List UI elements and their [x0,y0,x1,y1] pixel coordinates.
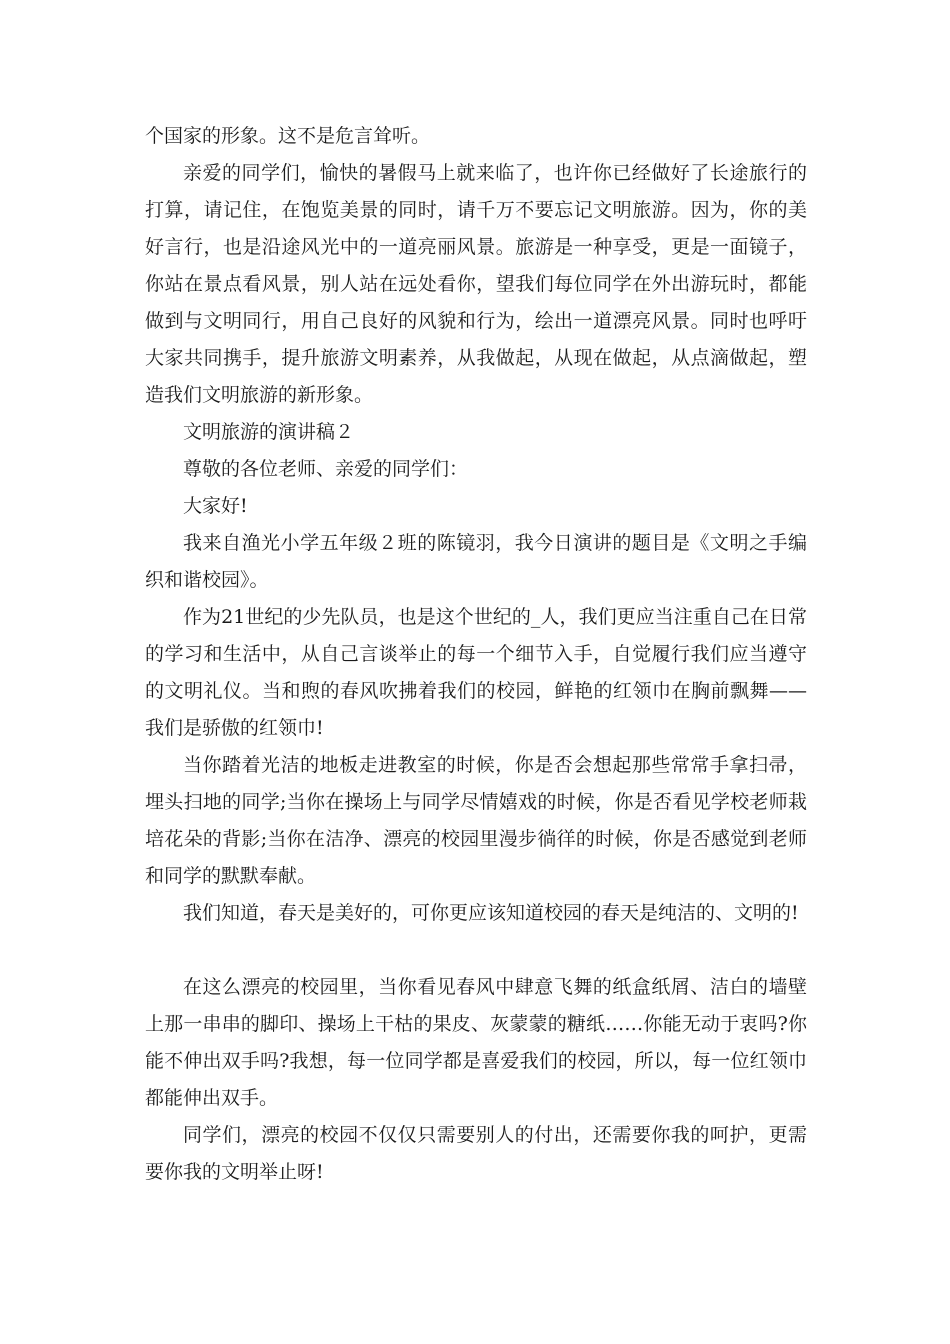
paragraph-intro: 我来自渔光小学五年级２班的陈镜羽，我今日演讲的题目是《文明之手编织和谐校园》。 [145,532,807,591]
paragraph-continuation: 个国家的形象。这不是危言耸听。 [145,125,431,147]
paragraph-gap [145,932,807,969]
document-body [145,118,807,1191]
paragraph-closing: 同学们，漂亮的校园不仅仅只需要别人的付出，还需要你我的呵护，更需要你我的文明举止呀! [145,1124,807,1183]
paragraph-reflection: 当你踏着光洁的地板走进教室的时候，你是否会想起那些常常手拿扫帚，埋头扫地的同学;当你在操场上与同学尽情嬉戏的时候，你是否看见学校老师栽培花朵的背影;当你在洁净、漂亮的校园里漫步徜徉的时候，你是否感觉到老师和同学的默默奉献。 [145,754,807,887]
section-heading: 文明旅游的演讲稿２ [183,421,355,443]
paragraph-young-pioneers: 作为21世纪的少先队员，也是这个世纪的_人，我们更应当注重自己在日常的学习和生活中，从自己言谈举止的每一个细节入手，自觉履行我们应当遵守的文明礼仪。当和煦的春风吹拂着我们的校园，鲜艳的红领巾在胸前飘舞——我们是骄傲的红领巾! [145,606,807,739]
paragraph-litter: 在这么漂亮的校园里，当你看见春风中肆意飞舞的纸盒纸屑、洁白的墙壁上那一串串的脚印、操场上干枯的果皮、灰蒙蒙的糖纸……你能无动于衷吗?你能不伸出双手吗?我想，每一位同学都是喜爱我们的校园，所以，每一位红领巾都能伸出双手。 [145,976,807,1109]
salutation: 尊敬的各位老师、亲爱的同学们： [183,458,469,480]
paragraph-travel-appeal: 亲爱的同学们，愉快的暑假马上就来临了，也许你已经做好了长途旅行的打算，请记住，在饱览美景的同时，请千万不要忘记文明旅游。因为，你的美好言行，也是沿途风光中的一道亮丽风景。旅游是一种享受，更是一面镜子，你站在景点看风景，别人站在远处看你，望我们每位同学在外出游玩时，都能做到与文明同行，用自己良好的风貌和行为，绘出一道漂亮风景。同时也呼吁大家共同携手，提升旅游文明素养，从我做起，从现在做起，从点滴做起，塑造我们文明旅游的新形象。 [145,162,807,406]
paragraph-spring: 我们知道，春天是美好的，可你更应该知道校园的春天是纯洁的、文明的! [183,902,799,924]
greeting: 大家好! [183,495,248,517]
